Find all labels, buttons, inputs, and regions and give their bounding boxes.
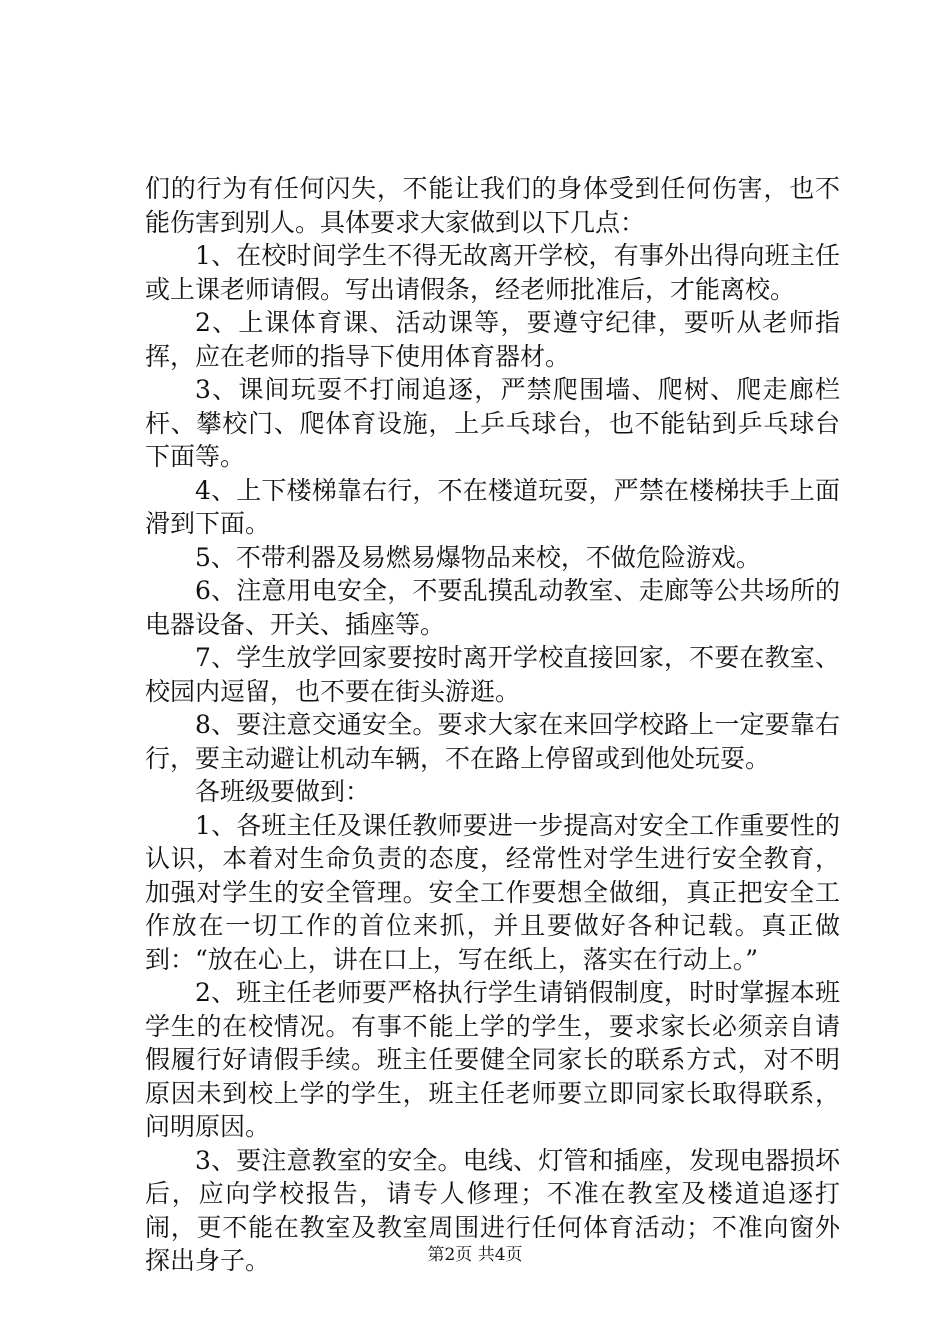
paragraph-class-2: 2、班主任老师要严格执行学生请销假制度，时时掌握本班学生的在校情况。有事不能上学的学生，要求家长必须亲自请假履行好请假手续。班主任要健全同家长的联系方式，对不明原因未到校上学的学生，班主任老师要立即同家长取得联系，问明原因。 bbox=[145, 978, 840, 1141]
paragraph-rule-5: 5、不带利器及易燃易爆物品来校，不做危险游戏。 bbox=[195, 542, 761, 572]
paragraph-rule-8: 8、要注意交通安全。要求大家在来回学校路上一定要靠右行，要主动避让机动车辆，不在路上停留或到他处玩耍。 bbox=[145, 710, 840, 773]
paragraph-rule-7: 7、学生放学回家要按时离开学校直接回家，不要在教室、校园内逗留，也不要在街头游逛。 bbox=[145, 643, 840, 706]
paragraph-rule-6: 6、注意用电安全，不要乱摸乱动教室、走廊等公共场所的电器设备、开关、插座等。 bbox=[145, 576, 840, 639]
paragraph-class-1: 1、各班主任及课任教师要进一步提高对安全工作重要性的认识，本着对生命负责的态度，经常性对学生进行安全教育，加强对学生的安全管理。安全工作要想全做细，真正把安全工作放在一切工作的首位来抓，并且要做好各种记载。真正做到：“放在心上，讲在口上，写在纸上，落实在行动上。” bbox=[145, 810, 840, 974]
document-body bbox=[145, 172, 840, 1278]
page-number: 第2页 共4页 bbox=[427, 1245, 523, 1265]
paragraph-class-3: 3、要注意教室的安全。电线、灯管和插座，发现电器损坏后，应向学校报告，请专人修理；不准在教室及楼道追逐打闹，更不能在教室及教室周围进行任何体育活动；不准向窗外探出身子。 bbox=[145, 1145, 840, 1275]
paragraph-rule-4: 4、上下楼梯靠右行，不在楼道玩耍，严禁在楼梯扶手上面滑到下面。 bbox=[145, 475, 840, 538]
paragraph-continuation: 们的行为有任何闪失，不能让我们的身体受到任何伤害，也不能伤害到别人。具体要求大家做到以下几点： bbox=[145, 174, 840, 237]
paragraph-class-heading: 各班级要做到： bbox=[195, 777, 371, 806]
paragraph-rule-2: 2、上课体育课、活动课等，要遵守纪律，要听从老师指挥，应在老师的指导下使用体育器材。 bbox=[145, 308, 840, 371]
paragraph-rule-1: 1、在校时间学生不得无故离开学校，有事外出得向班主任或上课老师请假。写出请假条，经老师批准后，才能离校。 bbox=[145, 241, 840, 304]
paragraph-rule-3: 3、课间玩耍不打闹追逐，严禁爬围墙、爬树、爬走廊栏杆、攀校门、爬体育设施，上乒乓球台，也不能钻到乒乓球台下面等。 bbox=[145, 375, 840, 471]
